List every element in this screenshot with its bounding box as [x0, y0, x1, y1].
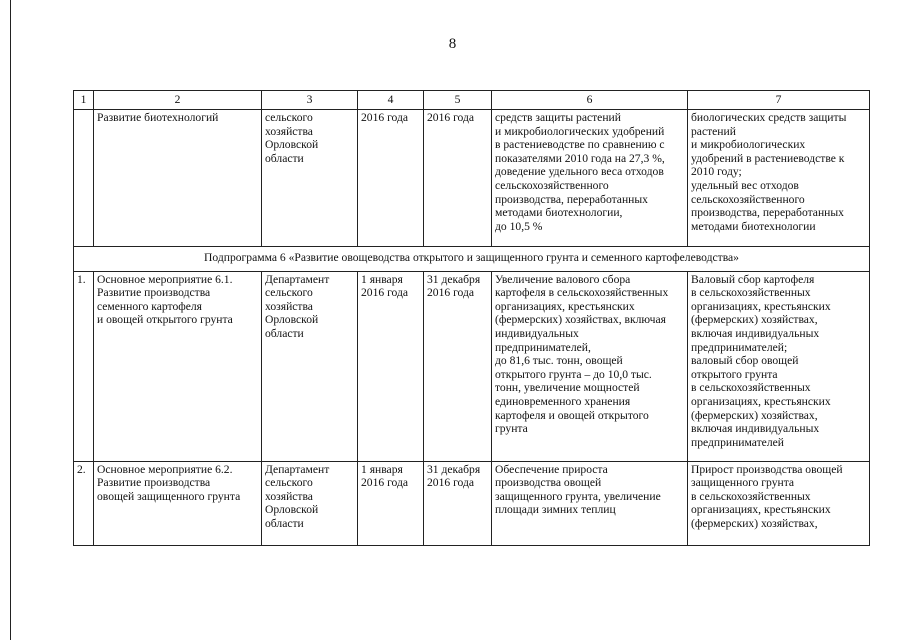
cell-line: до 10,5 % [495, 219, 543, 233]
cell-line: хозяйства [265, 299, 313, 313]
cell-line: области [265, 326, 304, 340]
cell-line: Развитие производства [97, 286, 211, 300]
start-date-cell [358, 110, 424, 247]
cell-line: предпринимателей, [495, 340, 591, 354]
cell-line: и микробиологических [691, 138, 806, 152]
row-number-cell: 1. [74, 271, 94, 461]
cell-line: индивидуальных [495, 326, 579, 340]
cell-line: 1 января [361, 272, 403, 286]
cell-line: Департамент [265, 272, 330, 286]
header-cell: 5 [424, 91, 492, 110]
cell-line: Прирост производства овощей [691, 462, 843, 476]
table-row [74, 271, 870, 461]
cell-line: организациях, крестьянских [691, 299, 831, 313]
header-cell: 2 [94, 91, 262, 110]
cell-line: сельскохозяйственного [691, 192, 805, 206]
cell-line: и овощей открытого грунта [97, 313, 233, 327]
cell-line: картофеля в сельскохозяйственных [495, 286, 669, 300]
cell-line: организациях, крестьянских [495, 299, 635, 313]
cell-line: области [265, 151, 304, 165]
cell-line: защищенного грунта [691, 476, 795, 490]
cell-line: 2016 года [427, 286, 475, 300]
cell-line: методами биотехнологии [691, 219, 816, 233]
table-row [74, 461, 870, 545]
cell-line: картофеля и овощей открытого [495, 408, 649, 422]
cell-line: валовый сбор овощей [691, 354, 799, 368]
cell-line: Департамент [265, 462, 330, 476]
header-cell: 6 [492, 91, 688, 110]
cell-line: 31 декабря [427, 272, 481, 286]
header-cell: 3 [262, 91, 358, 110]
cell-line: Развитие производства [97, 476, 211, 490]
cell-line: удельный вес отходов [691, 178, 799, 192]
cell-line: единовременного хранения [495, 394, 631, 408]
cell-line: (фермерских) хозяйствах, включая [495, 313, 666, 327]
cell-line: методами биотехнологии, [495, 206, 623, 220]
activity-cell [94, 461, 262, 545]
indicator-cell [688, 461, 870, 545]
cell-line: сельского [265, 111, 313, 124]
cell-line: сельского [265, 476, 313, 490]
end-date-cell [424, 271, 492, 461]
cell-line: организациях, крестьянских [691, 394, 831, 408]
result-cell [492, 461, 688, 545]
cell-line: (фермерских) хозяйствах, [691, 516, 818, 530]
row-number-cell [74, 110, 94, 247]
header-cell: 7 [688, 91, 870, 110]
cell-line: средств защиты растений [495, 111, 621, 124]
cell-line: производства, переработанных [495, 192, 648, 206]
cell-line: Орловской [265, 503, 319, 517]
cell-line: в сельскохозяйственных [691, 286, 811, 300]
cell-line: 2016 года [361, 476, 409, 490]
cell-line: Основное мероприятие 6.2. [97, 462, 233, 476]
cell-line: 2016 года [361, 286, 409, 300]
section-row [74, 247, 870, 272]
cell-line: хозяйства [265, 124, 313, 138]
cell-line: в сельскохозяйственных [691, 489, 811, 503]
cell-line: Орловской [265, 138, 319, 152]
cell-line: тонн, увеличение мощностей [495, 381, 640, 395]
cell-line: в сельскохозяйственных [691, 381, 811, 395]
cell-line: организациях, крестьянских [691, 503, 831, 517]
cell-line: Развитие биотехнологий [97, 111, 219, 124]
cell-line: 31 декабря [427, 462, 481, 476]
cell-line: растений [691, 124, 736, 138]
subprogram-title: Подпрограмма 6 «Развитие овощеводства открытого и защищенного грунта и семенного картофелеводства» [74, 247, 870, 272]
cell-line: грунта [495, 422, 528, 436]
cell-line: сельскохозяйственного [495, 178, 609, 192]
cell-line: области [265, 516, 304, 530]
cell-line: Обеспечение прироста [495, 462, 608, 476]
header-cell: 1 [74, 91, 94, 110]
cell-line: 2010 году; [691, 165, 742, 179]
table-row [74, 110, 870, 247]
program-table [73, 90, 870, 546]
cell-line: сельского [265, 286, 313, 300]
cell-line: (фермерских) хозяйствах, [691, 408, 818, 422]
cell-line: биологических средств защиты [691, 111, 847, 124]
cell-line: Основное мероприятие 6.1. [97, 272, 233, 286]
cell-line: открытого грунта – до 10,0 тыс. [495, 367, 652, 381]
cell-line: Валовый сбор картофеля [691, 272, 815, 286]
cell-line: 1 января [361, 462, 403, 476]
cell-line: включая индивидуальных [691, 326, 820, 340]
start-date-cell [358, 271, 424, 461]
result-cell [492, 271, 688, 461]
cell-line: овощей защищенного грунта [97, 489, 241, 503]
cell-line: 2016 года [427, 111, 475, 124]
cell-line: показателями 2010 года на 27,3 %, [495, 151, 665, 165]
cell-line: предпринимателей [691, 435, 784, 449]
cell-line: до 81,6 тыс. тонн, овощей [495, 354, 623, 368]
cell-line: предпринимателей; [691, 340, 788, 354]
executor-cell [262, 271, 358, 461]
cell-line: включая индивидуальных [691, 422, 820, 436]
cell-line: и микробиологических удобрений [495, 124, 665, 138]
cell-line: Орловской [265, 313, 319, 327]
indicator-cell [688, 110, 870, 247]
end-date-cell [424, 110, 492, 247]
cell-line: площади зимних теплиц [495, 503, 616, 517]
start-date-cell [358, 461, 424, 545]
result-cell [492, 110, 688, 247]
left-margin-rule [10, 0, 11, 640]
indicator-cell [688, 271, 870, 461]
cell-line: 2016 года [427, 476, 475, 490]
executor-cell [262, 110, 358, 247]
activity-cell [94, 271, 262, 461]
header-cell: 4 [358, 91, 424, 110]
row-number-cell: 2. [74, 461, 94, 545]
end-date-cell [424, 461, 492, 545]
cell-line: семенного картофеля [97, 299, 203, 313]
table-header-row [74, 91, 870, 110]
cell-line: доведение удельного веса отходов [495, 165, 664, 179]
cell-line: (фермерских) хозяйствах, [691, 313, 818, 327]
cell-line: защищенного грунта, увеличение [495, 489, 661, 503]
cell-line: 2016 года [361, 111, 409, 124]
cell-line: открытого грунта [691, 367, 778, 381]
executor-cell [262, 461, 358, 545]
cell-line: в растениеводстве по сравнению с [495, 138, 665, 152]
cell-line: удобрений в растениеводстве к [691, 151, 845, 165]
cell-line: производства овощей [495, 476, 602, 490]
page-number: 8 [448, 36, 457, 52]
cell-line: хозяйства [265, 489, 313, 503]
activity-cell [94, 110, 262, 247]
cell-line: Увеличение валового сбора [495, 272, 631, 286]
cell-line: производства, переработанных [691, 206, 844, 220]
